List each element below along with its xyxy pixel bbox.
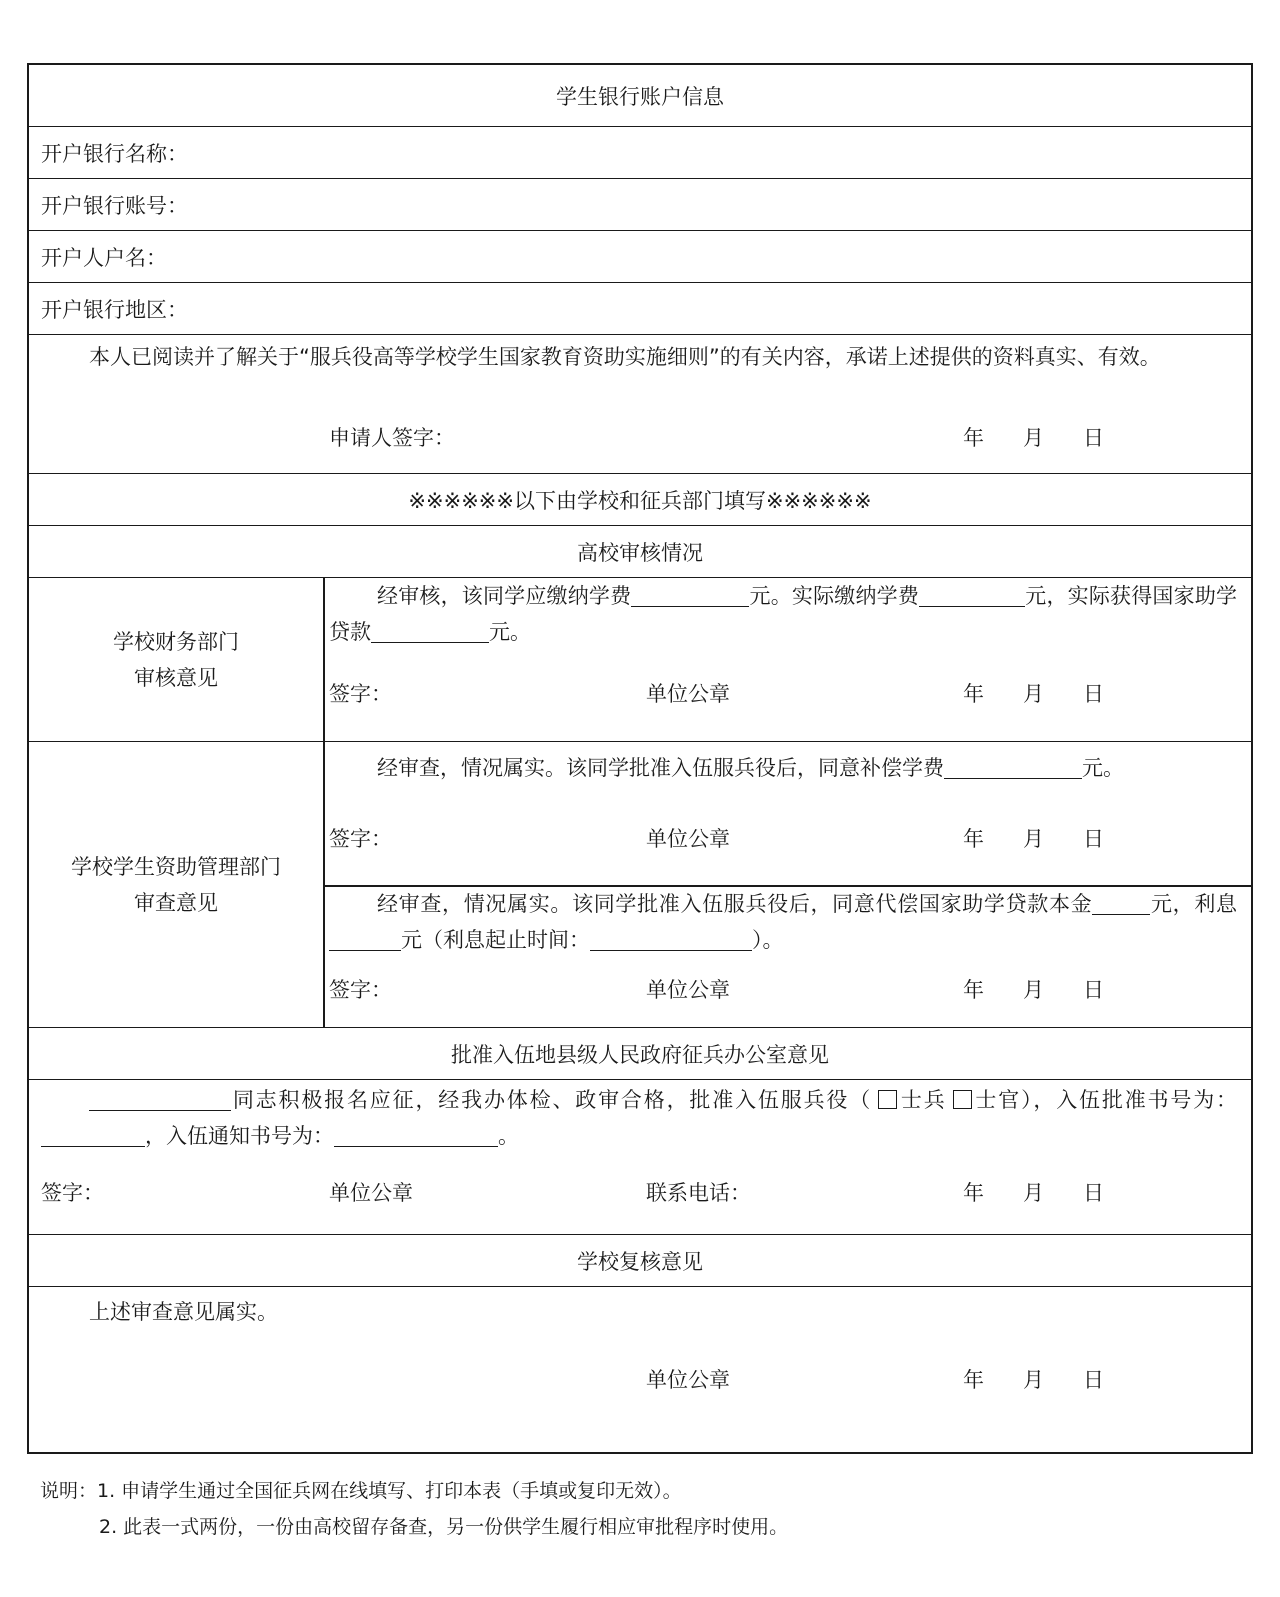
officer-checkbox[interactable] <box>953 1090 972 1109</box>
recheck-date-year: 年 <box>963 1368 984 1392</box>
loan-repayment-text <box>329 886 1237 958</box>
date-year: 年 <box>963 426 984 450</box>
interest-period-blank[interactable] <box>590 928 752 951</box>
aid-dept-label-line2: 审查意见 <box>134 891 218 915</box>
aid-tuition-a: 经审查，情况属实。该同学批准入伍服兵役后，同意补偿学费 <box>377 756 944 780</box>
soldier-label: 士兵 <box>899 1088 947 1112</box>
aid-date-year-2: 年 <box>963 978 984 1002</box>
gov-text-d: 。 <box>498 1124 519 1148</box>
bank-info-title-row <box>29 65 1251 127</box>
aid-date-day-2: 日 <box>1083 978 1104 1002</box>
recruit-name-blank[interactable] <box>89 1088 231 1111</box>
finance-text-d: 元。 <box>489 620 531 644</box>
gov-phone-label: 联系电话： <box>646 1181 751 1205</box>
aid-loan-b: 元，利息 <box>1150 892 1237 916</box>
aid-sign-label-2: 签字： <box>329 978 392 1002</box>
finance-text-a: 经审核，该同学应缴纳学费 <box>377 584 632 608</box>
gov-opinion-text <box>41 1082 1237 1154</box>
gov-text-a: 同志积极报名应征，经我办体检、政审合格，批准入伍服兵役（ <box>231 1088 873 1112</box>
gov-opinion-row <box>29 1080 1251 1235</box>
tuition-paid-blank[interactable] <box>919 584 1025 607</box>
divider-text: ※※※※※※以下由学校和征兵部门填写※※※※※※ <box>408 488 872 513</box>
recheck-text: 上述审查意见属实。 <box>89 1300 278 1324</box>
finance-sign-label: 签字： <box>329 682 392 706</box>
loan-principal-blank[interactable] <box>1092 892 1150 915</box>
officer-label: 士官 <box>973 1088 1022 1112</box>
bank-account-row[interactable] <box>29 179 1251 231</box>
finance-date-year: 年 <box>963 682 984 706</box>
aid-sign-label-1: 签字： <box>329 827 392 851</box>
review-title-row <box>29 526 1251 578</box>
aid-loan-a: 经审查，情况属实。该同学批准入伍服兵役后，同意代偿国家助学贷款本金 <box>377 892 1093 916</box>
finance-review-row <box>29 578 1251 742</box>
bank-region-label: 开户银行地区： <box>41 297 188 322</box>
declaration-row <box>29 335 1251 474</box>
date-day: 日 <box>1083 426 1104 450</box>
bank-account-label: 开户银行账号： <box>41 193 188 218</box>
aid-dept-label <box>29 849 323 921</box>
recheck-title-row <box>29 1235 1251 1287</box>
aid-seal-label-2: 单位公章 <box>646 978 730 1002</box>
tuition-due-blank[interactable] <box>631 584 749 607</box>
finance-date-day: 日 <box>1083 682 1104 706</box>
gov-text-b: ），入伍批准书号为： <box>1021 1088 1238 1112</box>
bank-name-row[interactable] <box>29 127 1251 179</box>
soldier-checkbox[interactable] <box>878 1090 897 1109</box>
gov-sign-label: 签字： <box>41 1181 104 1205</box>
school-section-divider <box>29 474 1251 526</box>
finance-dept-label-line2: 审核意见 <box>134 666 218 690</box>
note-line-1: 说明：1. 申请学生通过全国征兵网在线填写、打印本表（手填或复印无效）。 <box>40 1480 682 1502</box>
recheck-seal-label: 单位公章 <box>646 1368 730 1392</box>
form-notes <box>40 1473 788 1545</box>
tuition-compensation-text <box>329 750 1237 786</box>
finance-dept-label <box>29 624 323 696</box>
gov-date-year: 年 <box>963 1181 984 1205</box>
aid-loan-d: ）。 <box>752 928 784 952</box>
account-holder-row[interactable] <box>29 231 1251 283</box>
aid-date-day-1: 日 <box>1083 827 1104 851</box>
note-line-2: 2. 此表一式两份，一份由高校留存备查，另一份供学生履行相应审批程序时使用。 <box>99 1516 789 1538</box>
gov-title: 批准入伍地县级人民政府征兵办公室意见 <box>451 1042 829 1067</box>
recheck-title: 学校复核意见 <box>577 1249 703 1274</box>
notice-number-blank[interactable] <box>334 1124 498 1147</box>
aid-date-year-1: 年 <box>963 827 984 851</box>
aid-review-row <box>29 742 1251 1028</box>
approval-number-blank[interactable] <box>41 1124 145 1147</box>
recheck-date-month: 月 <box>1023 1368 1044 1392</box>
finance-review-text <box>329 578 1237 650</box>
column-divider <box>323 578 325 741</box>
finance-dept-label-line1: 学校财务部门 <box>113 630 239 654</box>
application-form-table <box>27 63 1253 1454</box>
finance-text-b: 元。实际缴纳学费 <box>749 584 920 608</box>
bank-info-title: 学生银行账户信息 <box>556 84 724 109</box>
gov-title-row <box>29 1028 1251 1080</box>
finance-date-month: 月 <box>1023 682 1044 706</box>
bank-name-label: 开户银行名称： <box>41 141 188 166</box>
aid-dept-label-line1: 学校学生资助管理部门 <box>71 855 281 879</box>
recheck-opinion-row <box>29 1287 1251 1454</box>
aid-date-month-1: 月 <box>1023 827 1044 851</box>
gov-date-month: 月 <box>1023 1181 1044 1205</box>
aid-date-month-2: 月 <box>1023 978 1044 1002</box>
account-holder-label: 开户人户名： <box>41 245 167 270</box>
recheck-date-day: 日 <box>1083 1368 1104 1392</box>
aid-loan-c: 元（利息起止时间： <box>401 928 590 952</box>
loan-interest-blank[interactable] <box>329 928 401 951</box>
aid-tuition-b: 元。 <box>1082 756 1124 780</box>
tuition-compensation-blank[interactable] <box>944 756 1082 779</box>
applicant-signature-label: 申请人签字： <box>329 426 455 450</box>
gov-date-day: 日 <box>1083 1181 1104 1205</box>
finance-seal-label: 单位公章 <box>646 682 730 706</box>
gov-text-c: ，入伍通知书号为： <box>145 1124 334 1148</box>
finance-text-c: 元，实际获得国家助学贷款 <box>329 584 1238 644</box>
date-month: 月 <box>1023 426 1044 450</box>
aid-seal-label-1: 单位公章 <box>646 827 730 851</box>
bank-region-row[interactable] <box>29 283 1251 335</box>
declaration-text: 本人已阅读并了解关于“服兵役高等学校学生国家教育资助实施细则”的有关内容，承诺上述提供的资料真实、有效。 <box>89 345 1161 369</box>
gov-seal-label: 单位公章 <box>329 1181 413 1205</box>
loan-received-blank[interactable] <box>371 620 489 643</box>
review-title: 高校审核情况 <box>577 540 703 565</box>
